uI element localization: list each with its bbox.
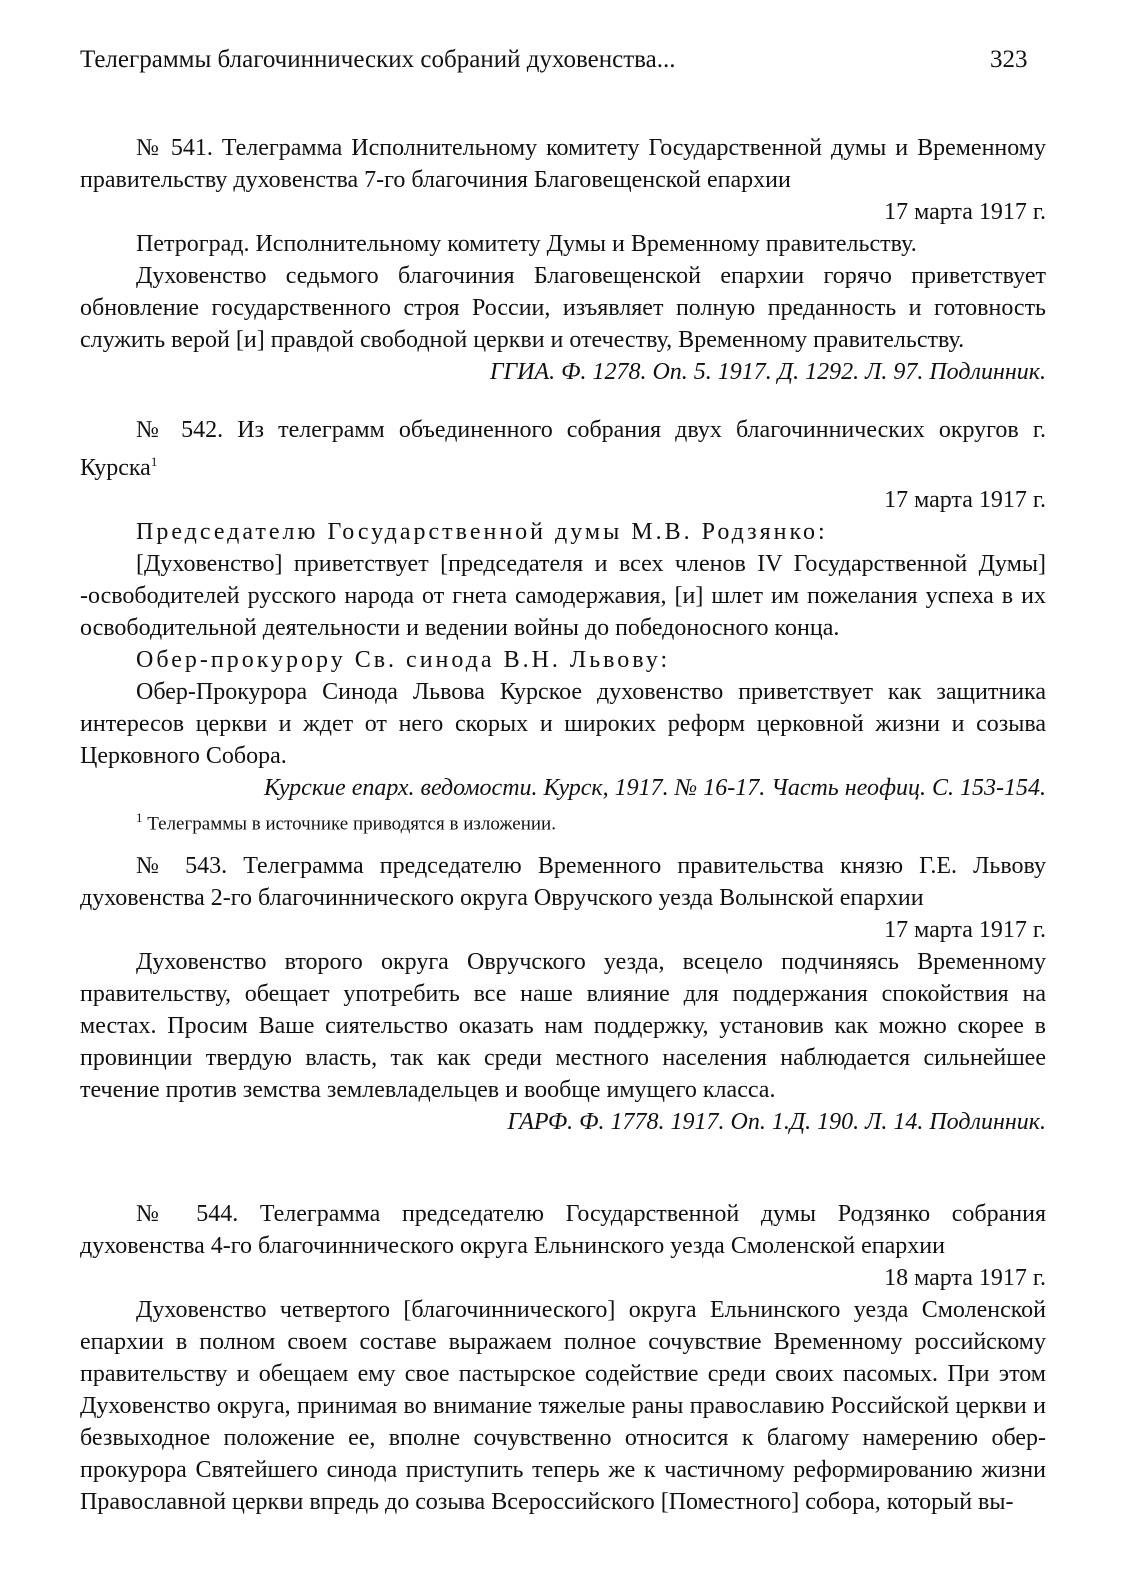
addressee: Обер-прокурору Св. синода В.Н. Львову: [136, 647, 671, 673]
document-heading: № 543. Телеграмма председателю Временного правительства князю Г.Е. Львову духовенства 2-го благочиннического округа Овручского уезда Волынской епархии [80, 853, 1046, 911]
running-title: Телеграммы благочиннических собраний духовенства... [80, 46, 676, 73]
document-paragraph: Духовенство четвертого [благочиннического] округа Ельнинского уезда Смоленской епархии в полном своем составе выражаем полное сочувствие Временному российскому правительству и обещаем ему свое пастырское содействие среди своих пасомых. При этом Духовенство округа, принимая во внимание тяжелые раны православию Российской церкви и безвыходное положение ее, вполне сочувственно относится к благому намерению обер-прокурора Святейшего синода приступить теперь же к частичному реформированию жизни Православной церкви впредь до созыва Всероссийского [Поместного] собора, который вы- [80, 1297, 1046, 1515]
footnote: $^1$ Телеграммы в источнике приводятся в изложении. [136, 810, 556, 835]
archival-source: ГГИА. Ф. 1278. Оп. 5. 1917. Д. 1292. Л. 97. Подлинник. [489, 359, 1046, 385]
document-paragraph: Обер-Прокурора Синода Львова Курское духовенство приветствует как защитника интересов церкви и ждет от него скорых и широких реформ церковной жизни и созыва Церковного Собора. [80, 679, 1046, 769]
document-heading: № 542. Из телеграмм объединенного собрания двух благочиннических округов г. Курска$^1$ [80, 417, 1046, 481]
document-paragraph: Духовенство седьмого благочиния Благовещенской епархии горячо приветствует обновление государственного строя России, изъявляет полную преданность и готовность служить верой [и] правдой свободной церкви и отечеству, Временному правительству. [80, 263, 1046, 353]
document-date: 17 марта 1917 г. [884, 917, 1046, 943]
document-541 [80, 132, 1046, 388]
document-date: 18 марта 1917 г. [884, 1265, 1046, 1291]
document-date: 17 марта 1917 г. [884, 199, 1046, 225]
page-number: 323 [990, 46, 1028, 73]
document-heading: № 541. Телеграмма Исполнительному комитету Государственной думы и Временному правительству духовенства 7-го благочиния Благовещенской епархии [80, 135, 1046, 193]
document-544 [80, 1198, 1046, 1518]
document-543 [80, 850, 1046, 1138]
document-paragraph: Петроград. Исполнительному комитету Думы и Временному правительству. [136, 231, 917, 257]
footnote-mark: 1 [150, 454, 158, 469]
document-paragraph: [Духовенство] приветствует [председателя и всех членов IV Государственной Думы] -освободителей русского народа от гнета самодержавия, [и] шлет им пожелания успеха в их освободительной деятельности и ведении войны до победоносного конца. [80, 551, 1046, 641]
archival-source: Курские епарх. ведомости. Курск, 1917. № 16-17. Часть неофиц. С. 153-154. [263, 775, 1046, 801]
document-542 [80, 414, 1046, 838]
document-paragraph: Духовенство второго округа Овручского уезда, всецело подчиняясь Временному правительству, обещает употребить все наше влияние для поддержания спокойствия на местах. Просим Ваше сиятельство оказать нам поддержку, установив как можно скорее в провинции твердую власть, так как среди местного населения наблюдается сильнейшее течение против земства землевладельцев и вообще имущего класса. [80, 949, 1046, 1103]
document-heading: № 544. Телеграмма председателю Государственной думы Родзянко собрания духовенства 4-го благочиннического округа Ельнинского уезда Смоленской епархии [80, 1201, 1046, 1259]
document-date: 17 марта 1917 г. [884, 487, 1046, 513]
archival-source: ГАРФ. Ф. 1778. 1917. Оп. 1.Д. 190. Л. 14. Подлинник. [507, 1109, 1046, 1135]
addressee: Председателю Государственной думы М.В. Родзянко: [136, 519, 828, 545]
